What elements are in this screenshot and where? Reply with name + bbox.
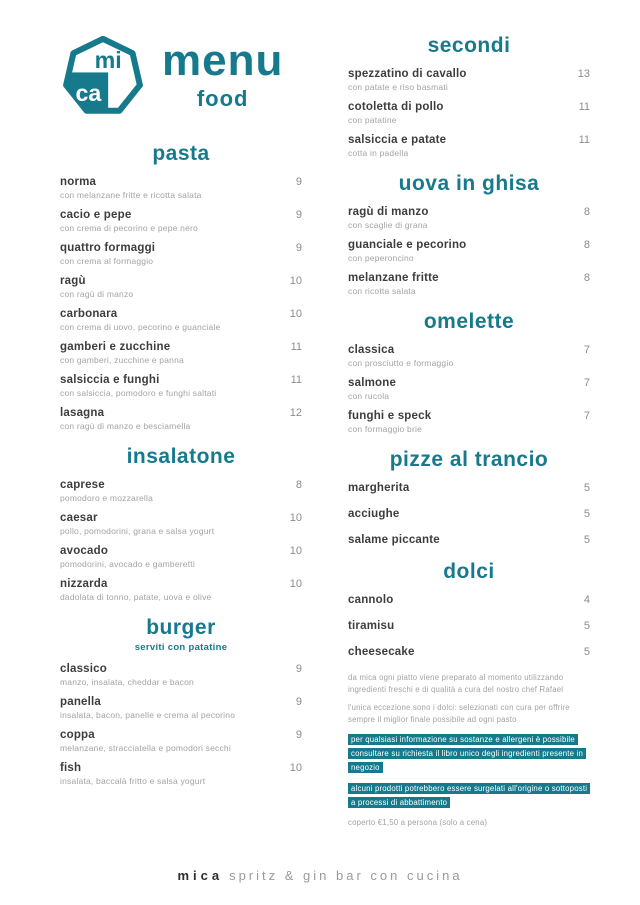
section-title-pasta: pasta (152, 142, 210, 165)
section-omelette (348, 310, 590, 434)
item-price: 5 (583, 534, 590, 546)
section-title-secondi: secondi (427, 34, 511, 57)
item-price: 10 (289, 308, 302, 320)
menu-item (60, 209, 302, 233)
note-desserts: l'unica eccezione sono i dolci: selezionati con cura per offrire sempre il miglior finale possibile ad ogni pasto (348, 703, 570, 725)
item-desc: manzo, insalata, cheddar e bacon (60, 677, 194, 687)
section-secondi (348, 34, 590, 158)
menu-item (348, 344, 590, 368)
item-price: 9 (295, 729, 302, 741)
footer-tagline: spritz & gin bar con cucina (229, 868, 463, 883)
section-title-dolci: dolci (443, 560, 495, 583)
item-price: 9 (295, 209, 302, 221)
item-name: margherita (348, 482, 410, 494)
menu-item (60, 176, 302, 200)
item-price: 9 (295, 663, 302, 675)
note-allergens-text: per qualsiasi informazione su sostanze e allergeni è possibile consultare su richiesta il libro unico degli ingredienti presente in negozio (348, 734, 586, 773)
item-price: 5 (583, 482, 590, 494)
item-desc: insalata, bacon, panelle e crema al pecorino (60, 710, 236, 720)
item-price: 5 (583, 646, 590, 658)
item-desc: con scaglie di grana (348, 220, 428, 230)
item-name: ragù (60, 275, 86, 287)
note-frozen-text: alcuni prodotti potrebbero essere surgelati all'origine o sottoposti a processi di abbattimento (348, 783, 590, 808)
item-name: classica (348, 344, 395, 356)
item-price: 5 (583, 508, 590, 520)
item-name: cheesecake (348, 646, 415, 658)
item-price: 10 (289, 275, 302, 287)
menu-item (60, 407, 302, 431)
page-subtitle: food (196, 85, 249, 111)
item-desc: con patatine (348, 115, 397, 125)
menu-item (60, 479, 302, 503)
item-name: carbonara (60, 308, 118, 320)
left-column (60, 30, 302, 836)
menu-item (60, 762, 302, 786)
section-uova-in-ghisa (348, 172, 590, 296)
item-price: 9 (295, 696, 302, 708)
menu-item (348, 534, 590, 546)
menu-item (348, 646, 590, 658)
item-name: salsiccia e funghi (60, 374, 160, 386)
note-frozen (348, 782, 590, 810)
item-desc: con ragù di manzo e besciamella (60, 421, 191, 431)
menu-item (60, 374, 302, 398)
mica-logo-icon (60, 30, 146, 120)
item-name: gamberi e zucchine (60, 341, 171, 353)
item-price: 10 (289, 512, 302, 524)
menu-item (348, 620, 590, 632)
section-title-pizze: pizze al trancio (389, 448, 549, 471)
item-name: nizzarda (60, 578, 108, 590)
item-price: 11 (290, 374, 302, 386)
item-price: 8 (583, 272, 590, 284)
section-burger (60, 616, 302, 786)
item-desc: con patate e riso basmati (348, 82, 448, 92)
item-desc: con formaggio brie (348, 424, 422, 434)
item-name: quattro formaggi (60, 242, 156, 254)
item-desc: con gamberi, zucchine e panna (60, 355, 184, 365)
item-name: salmone (348, 377, 397, 389)
menu-item (348, 508, 590, 520)
section-title-insalatone: insalatone (126, 445, 236, 468)
menu-item (348, 134, 590, 158)
notes-block (348, 672, 590, 829)
item-name: lasagna (60, 407, 105, 419)
item-desc: con ragù di manzo (60, 289, 134, 299)
item-name: tiramisu (348, 620, 395, 632)
item-desc: con rucola (348, 391, 390, 401)
item-name: cannolo (348, 594, 394, 606)
menu-item (60, 729, 302, 753)
item-name: fish (60, 762, 82, 774)
item-price: 8 (583, 206, 590, 218)
menu-item (348, 377, 590, 401)
item-price: 5 (583, 620, 590, 632)
item-desc: con crema di pecorino e pepe nero (60, 223, 198, 233)
section-dolci (348, 560, 590, 658)
item-price: 8 (295, 479, 302, 491)
menu-item (60, 663, 302, 687)
item-desc: melanzane, stracciatella e pomodori secchi (60, 743, 231, 753)
item-desc: con crema di uovo, pecorino e guanciale (60, 322, 221, 332)
section-insalatone (60, 445, 302, 602)
title-block (162, 35, 284, 112)
item-price: 7 (583, 344, 590, 356)
item-price: 12 (289, 407, 302, 419)
item-price: 7 (583, 377, 590, 389)
section-title-uova: uova in ghisa (398, 172, 540, 195)
item-name: melanzane fritte (348, 272, 439, 284)
item-price: 10 (289, 578, 302, 590)
item-desc: pomodorini, avocado e gamberetti (60, 559, 195, 569)
menu-item (348, 272, 590, 296)
section-title-omelette: omelette (423, 310, 515, 333)
item-desc: pomodoro e mozzarella (60, 493, 154, 503)
item-price: 11 (578, 101, 590, 113)
item-desc: con melanzane fritte e ricotta salata (60, 190, 202, 200)
item-price: 9 (295, 242, 302, 254)
menu-item (348, 594, 590, 606)
item-name: cacio e pepe (60, 209, 132, 221)
item-price: 4 (583, 594, 590, 606)
menu-item (60, 242, 302, 266)
item-price: 9 (295, 176, 302, 188)
item-name: acciughe (348, 508, 400, 520)
item-price: 10 (289, 545, 302, 557)
item-desc: con peperoncino (348, 253, 414, 263)
item-desc: cotta in padella (348, 148, 409, 158)
logo-text-top: mi (94, 47, 122, 74)
item-name: classico (60, 663, 107, 675)
item-name: caesar (60, 512, 98, 524)
section-title-burger: burger (146, 616, 216, 639)
item-name: ragù di manzo (348, 206, 429, 218)
item-desc: con ricotta salata (348, 286, 416, 296)
item-desc: con crema al formaggio (60, 256, 154, 266)
menu-item (348, 68, 590, 92)
item-desc: dadolata di tonno, patate, uova e olive (60, 592, 212, 602)
menu-item (60, 275, 302, 299)
footer-brand: mica (177, 868, 224, 883)
item-desc: con salsiccia, pomodoro e funghi saltati (60, 388, 217, 398)
menu-item (60, 578, 302, 602)
item-name: guanciale e pecorino (348, 239, 467, 251)
menu-item (60, 308, 302, 332)
item-desc: insalata, baccalà fritto e salsa yogurt (60, 776, 206, 786)
item-price: 7 (583, 410, 590, 422)
menu-item (60, 696, 302, 720)
menu-item (60, 545, 302, 569)
menu-item (60, 512, 302, 536)
item-name: funghi e speck (348, 410, 432, 422)
page-title: menu (162, 35, 284, 85)
brand-header (60, 30, 302, 120)
item-price: 8 (583, 239, 590, 251)
section-pizze-al-trancio (348, 448, 590, 546)
note-fresh-ingredients: da mica ogni piatto viene preparato al momento utilizzando ingredienti freschi e di qualità a cura del nostro chef Rafael (348, 673, 564, 694)
note-coperto: coperto €1,50 a persona (solo a cena) (348, 817, 488, 827)
item-name: cotoletta di pollo (348, 101, 444, 113)
page-footer (0, 868, 640, 883)
item-name: coppa (60, 729, 95, 741)
item-name: spezzatino di cavallo (348, 68, 467, 80)
menu-item (348, 239, 590, 263)
menu-item (60, 341, 302, 365)
item-name: caprese (60, 479, 105, 491)
item-name: salame piccante (348, 534, 440, 546)
item-price: 11 (578, 134, 590, 146)
menu-item (348, 410, 590, 434)
section-pasta (60, 142, 302, 431)
item-price: 11 (290, 341, 302, 353)
menu-item (348, 482, 590, 494)
logo-text-bottom: ca (75, 79, 102, 106)
right-column (348, 30, 590, 836)
menu-item (348, 206, 590, 230)
item-desc: con prosciutto e formaggio (348, 358, 454, 368)
item-desc: pollo, pomodorini, grana e salsa yogurt (60, 526, 215, 536)
item-name: avocado (60, 545, 109, 557)
item-price: 10 (289, 762, 302, 774)
item-name: salsiccia e patate (348, 134, 447, 146)
menu-item (348, 101, 590, 125)
note-allergens (348, 733, 590, 775)
section-subtitle-burger: serviti con patatine (134, 642, 228, 653)
item-name: norma (60, 176, 97, 188)
item-price: 13 (577, 68, 590, 80)
item-name: panella (60, 696, 102, 708)
